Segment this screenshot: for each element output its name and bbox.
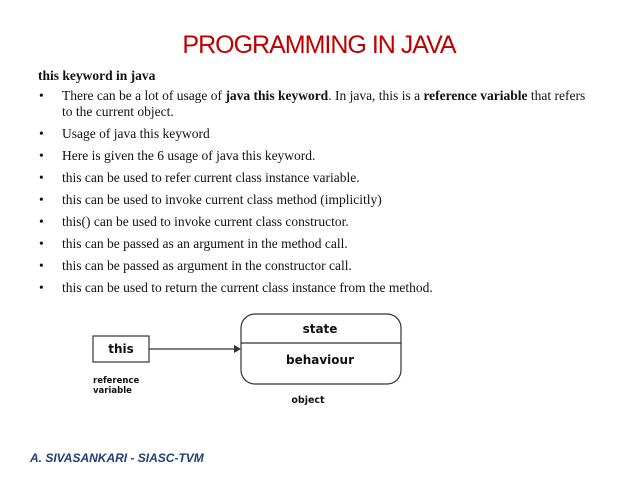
bullet-text: . In java, this is a xyxy=(328,88,424,103)
bold-term: reference variable xyxy=(423,88,528,103)
reference-arrowhead xyxy=(234,345,241,353)
this-label: this xyxy=(108,342,134,356)
bullet-text: this can be passed as an argument in the method call. xyxy=(62,236,348,251)
behaviour-label: behaviour xyxy=(285,353,355,367)
bullet-dot: • xyxy=(39,280,44,295)
bullet-dot: • xyxy=(39,88,44,103)
bullet-dot: • xyxy=(39,192,44,207)
bullet-dot: • xyxy=(39,236,44,251)
bullet-dot: • xyxy=(39,170,44,185)
bullet-text: There can be a lot of usage of xyxy=(62,88,226,103)
reference-label: reference xyxy=(93,376,140,386)
bullet-text: this can be used to refer current class instance variable. xyxy=(62,170,360,185)
bullet-text: this can be used to invoke current class method (implicitly) xyxy=(62,192,382,207)
slide-title: PROGRAMMING IN JAVA xyxy=(182,31,456,59)
bullet-text: this can be passed as argument in the constructor call. xyxy=(62,258,352,273)
state-label: state xyxy=(302,322,338,336)
bullet-text: that refers to the current object. xyxy=(62,88,586,119)
bullet-dot: • xyxy=(39,148,44,163)
bullet-dot: • xyxy=(39,126,44,141)
footer-author: A. SIVASANKARI - SIASC-TVM xyxy=(30,451,204,465)
bullet-dot: • xyxy=(39,214,44,229)
bullet-text: Usage of java this keyword xyxy=(62,126,210,141)
bold-term: java this keyword xyxy=(225,88,329,103)
bullet-text: this can be used to return the current class instance from the method. xyxy=(62,280,433,295)
bullet-text: this() can be used to invoke current class constructor. xyxy=(62,214,349,229)
object-label: object xyxy=(291,395,325,406)
slide-subtitle: this keyword in java xyxy=(38,68,156,83)
variable-label: variable xyxy=(93,386,132,396)
bullet-text: Here is given the 6 usage of java this keyword. xyxy=(62,148,316,163)
bullet-dot: • xyxy=(39,258,44,273)
